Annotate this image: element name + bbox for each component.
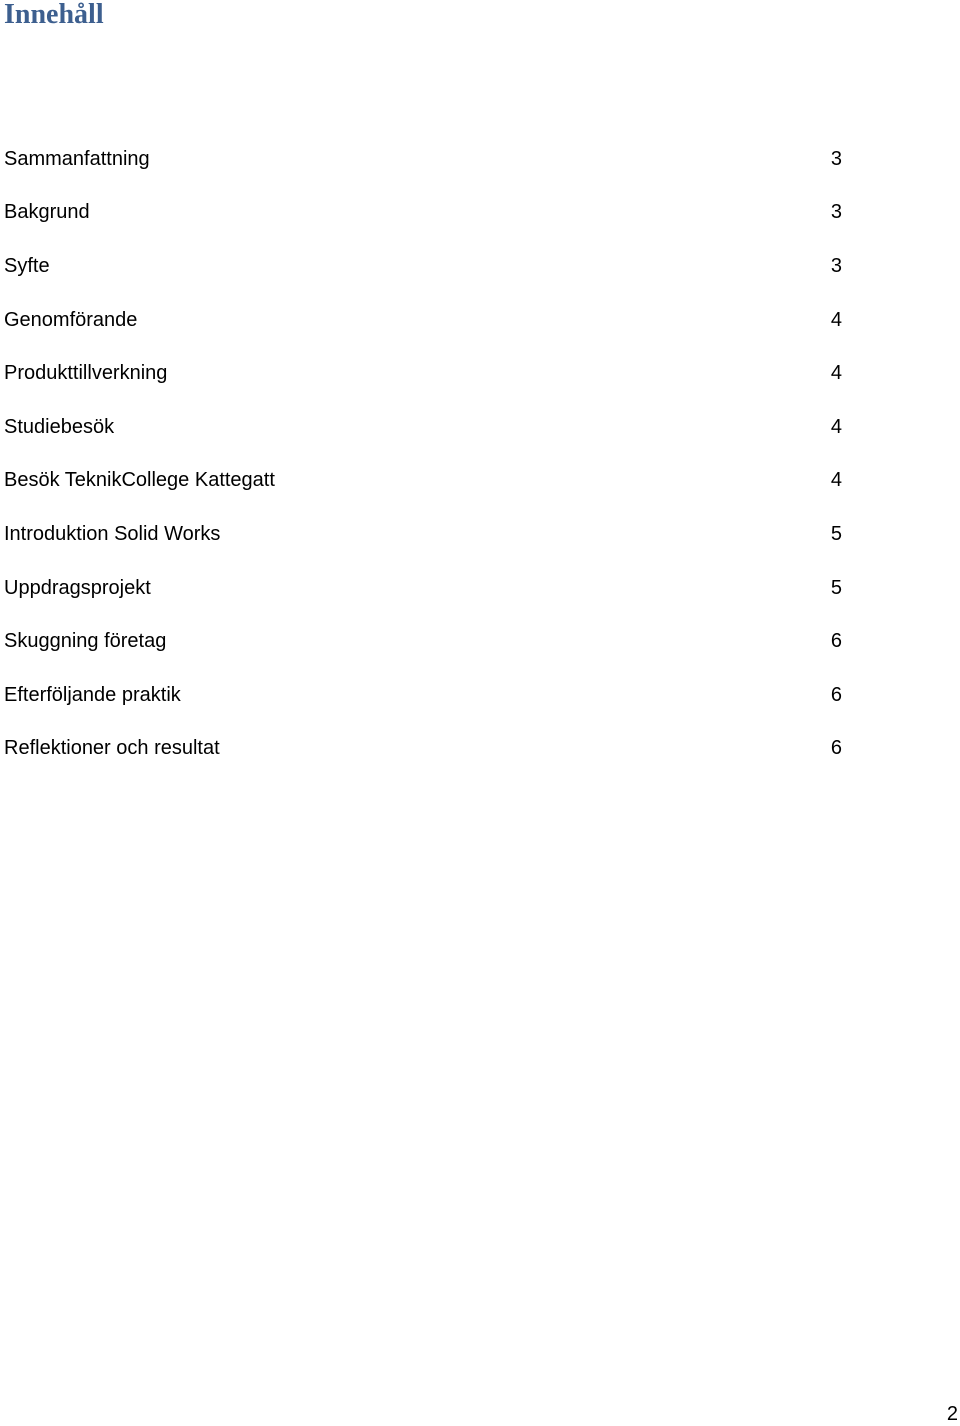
toc-entry[interactable] — [4, 454, 842, 508]
toc-entry-title: Besök TeknikCollege Kattegatt — [4, 469, 275, 492]
table-of-contents — [4, 132, 842, 775]
toc-entry-title: Syfte — [4, 254, 50, 277]
toc-entry-page: 6 — [830, 737, 842, 760]
toc-entry[interactable] — [4, 132, 842, 186]
toc-entry[interactable] — [4, 614, 842, 668]
toc-entry-title: Skuggning företag — [4, 630, 167, 653]
toc-entry-page: 3 — [830, 147, 842, 170]
toc-entry[interactable] — [4, 561, 842, 615]
toc-entry-page: 4 — [830, 308, 842, 331]
toc-entry-page: 5 — [830, 522, 842, 545]
toc-entry-page: 3 — [830, 201, 842, 224]
toc-entry-page: 6 — [830, 630, 842, 653]
toc-entry-title: Introduktion Solid Works — [4, 522, 221, 545]
toc-entry[interactable] — [4, 722, 842, 776]
toc-entry[interactable] — [4, 346, 842, 400]
toc-entry-title: Genomförande — [4, 308, 138, 331]
page-number: 2 — [946, 1403, 958, 1425]
toc-entry[interactable] — [4, 668, 842, 722]
toc-entry-title: Efterföljande praktik — [4, 683, 181, 706]
toc-entry-page: 5 — [830, 576, 842, 599]
toc-entry-title: Reflektioner och resultat — [4, 737, 220, 760]
toc-entry-title: Produkttillverkning — [4, 362, 168, 385]
toc-entry-page: 4 — [830, 469, 842, 492]
toc-entry[interactable] — [4, 293, 842, 347]
toc-entry-title: Uppdragsprojekt — [4, 576, 151, 599]
toc-entry[interactable] — [4, 186, 842, 240]
toc-entry-title: Sammanfattning — [4, 147, 150, 170]
toc-entry-title: Studiebesök — [4, 415, 115, 438]
toc-entry-page: 4 — [830, 362, 842, 385]
toc-entry-page: 4 — [830, 415, 842, 438]
toc-entry[interactable] — [4, 239, 842, 293]
toc-heading: Innehåll — [4, 0, 104, 30]
toc-entry-page: 6 — [830, 683, 842, 706]
toc-entry[interactable] — [4, 507, 842, 561]
toc-entry-page: 3 — [830, 254, 842, 277]
toc-entry-title: Bakgrund — [4, 201, 90, 224]
toc-entry[interactable] — [4, 400, 842, 454]
